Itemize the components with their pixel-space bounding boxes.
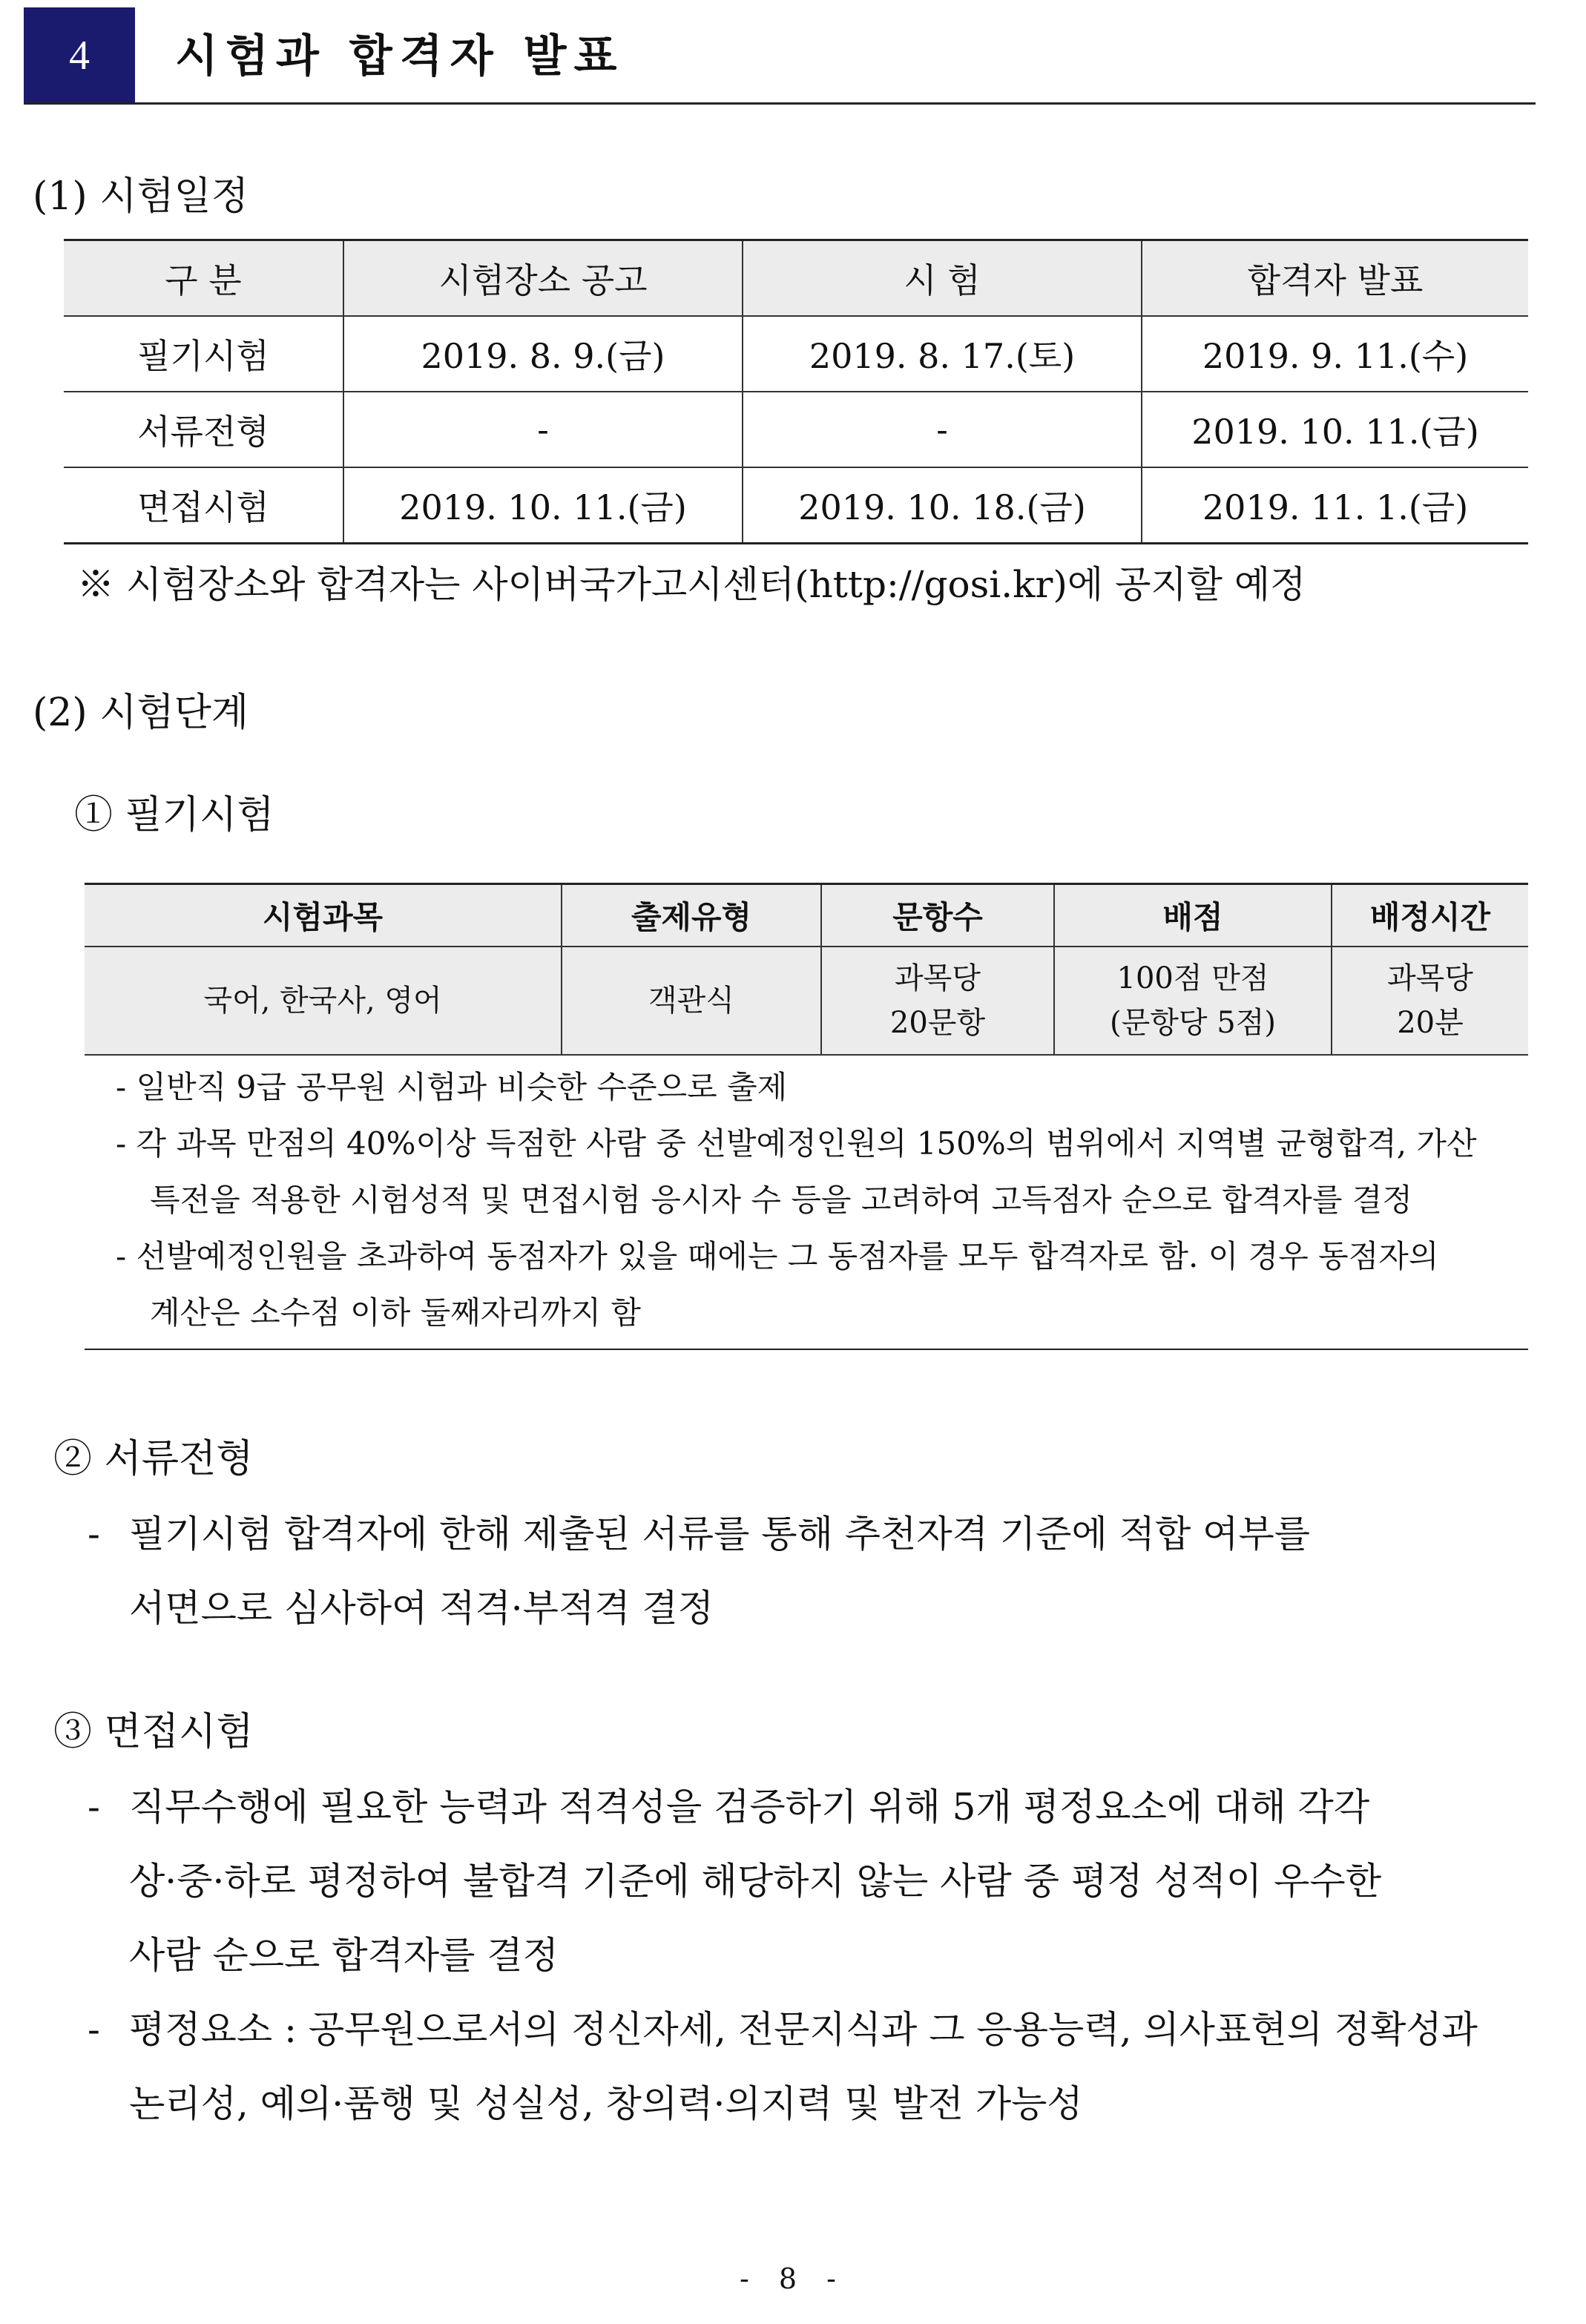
written-exam-notes — [116, 1059, 1525, 1341]
text-line: 필기시험 합격자에 한해 제출된 서류를 통해 추천자격 기준에 적합 여부를 — [129, 1512, 1311, 1556]
table-cell: 2019. 10. 11.(금) — [1142, 392, 1528, 467]
table-cell: 2019. 8. 17.(토) — [743, 316, 1142, 392]
table-cell — [1054, 947, 1332, 1055]
text-line: 직무수행에 필요한 능력과 적격성을 검증하기 위해 5개 평정요소에 대해 각각 — [129, 1785, 1370, 1828]
subsection-title-interview: ③ 면접시험 — [53, 1710, 254, 1754]
table-cell: - — [743, 392, 1142, 467]
note-line: - 일반직 9급 공무원 시험과 비슷한 수준으로 출제 — [116, 1069, 788, 1105]
table-cell — [1332, 947, 1528, 1055]
written-exam-table — [85, 883, 1528, 1056]
exam-schedule-table — [64, 239, 1528, 544]
table-cell: 객관식 — [562, 947, 821, 1055]
header-cell: 시 험 — [743, 240, 1142, 317]
table-row — [64, 392, 1528, 467]
table-cell: 필기시험 — [64, 316, 343, 392]
document-text — [129, 1497, 1539, 1645]
header-cell: 시험과목 — [85, 884, 562, 947]
table-row — [64, 467, 1528, 544]
cell-line: 과목당 — [1387, 961, 1473, 995]
header-divider — [24, 102, 1536, 105]
table-cell: 2019. 11. 1.(금) — [1142, 467, 1528, 544]
table-cell: 2019. 8. 9.(금) — [343, 316, 743, 392]
section-title-schedule: (1) 시험일정 — [33, 174, 249, 219]
cell-line: 과목당 — [895, 961, 981, 995]
table-cell: 국어, 한국사, 영어 — [85, 947, 562, 1055]
cell-line: 20분 — [1397, 1006, 1464, 1040]
header-cell: 구 분 — [64, 240, 343, 317]
subsection-title-written: ① 필기시험 — [74, 793, 274, 837]
table-cell — [821, 947, 1054, 1055]
cell-line: 100점 만점 — [1116, 961, 1269, 995]
table-row — [64, 316, 1528, 392]
text-line: 평정요소 : 공무원으로서의 정신자세, 전문지식과 그 응용능력, 의사표현의 정확성과 — [129, 2008, 1478, 2051]
dash-marker: - — [88, 2008, 100, 2051]
schedule-note: ※ 시험장소와 합격자는 사이버국가고시센터(http://gosi.kr)에 공지할 예정 — [77, 563, 1306, 606]
header-cell: 배점 — [1054, 884, 1332, 947]
header-cell: 문항수 — [821, 884, 1054, 947]
header-cell: 합격자 발표 — [1142, 240, 1528, 317]
dash-marker: - — [88, 1512, 100, 1556]
note-line: - 각 과목 만점의 40%이상 득점한 사람 중 선발예정인원의 150%의 범위에서 지역별 균형합격, 가산 — [116, 1125, 1477, 1162]
table-cell: - — [343, 392, 743, 467]
chapter-title: 시험과 합격자 발표 — [175, 30, 625, 82]
subsection-title-document: ② 서류전형 — [53, 1437, 254, 1481]
text-line: 논리성, 예의·품행 및 성실성, 창의력·의지력 및 발전 가능성 — [129, 2082, 1083, 2125]
text-line: 사람 순으로 합격자를 결정 — [129, 1934, 559, 1977]
cell-line: 20문항 — [889, 1006, 986, 1040]
header-cell: 시험장소 공고 — [343, 240, 743, 317]
text-line: 상·중·하로 평정하여 불합격 기준에 해당하지 않는 사람 중 평정 성적이 우수한 — [129, 1860, 1382, 1903]
interview-text-1 — [129, 1770, 1539, 1992]
interview-text-2 — [129, 1992, 1539, 2141]
table-row — [85, 947, 1528, 1055]
section-title-stages: (2) 시험단계 — [33, 691, 249, 735]
table-cell: 2019. 10. 11.(금) — [343, 467, 743, 544]
notes-divider — [85, 1349, 1528, 1350]
header-cell: 배정시간 — [1332, 884, 1528, 947]
table-cell: 2019. 9. 11.(수) — [1142, 316, 1528, 392]
note-line: - 선발예정인원을 초과하여 동점자가 있을 때에는 그 동점자를 모두 합격자로 함. 이 경우 동점자의 — [116, 1238, 1439, 1274]
text-line: 서면으로 심사하여 적격·부적격 결정 — [129, 1587, 714, 1630]
table-header-row — [85, 884, 1528, 947]
cell-line: (문항당 5점) — [1110, 1006, 1276, 1040]
chapter-number-badge: 4 — [24, 7, 135, 104]
dash-marker: - — [88, 1785, 100, 1828]
table-header-row — [64, 240, 1528, 317]
note-line: 계산은 소수점 이하 둘째자리까지 함 — [150, 1294, 641, 1331]
table-cell: 서류전형 — [64, 392, 343, 467]
table-cell: 면접시험 — [64, 467, 343, 544]
page-number: - 8 - — [739, 2262, 846, 2295]
table-cell: 2019. 10. 18.(금) — [743, 467, 1142, 544]
note-line: 특전을 적용한 시험성적 및 면접시험 응시자 수 등을 고려하여 고득점자 순으로 합격자를 결정 — [150, 1182, 1412, 1218]
header-cell: 출제유형 — [562, 884, 821, 947]
